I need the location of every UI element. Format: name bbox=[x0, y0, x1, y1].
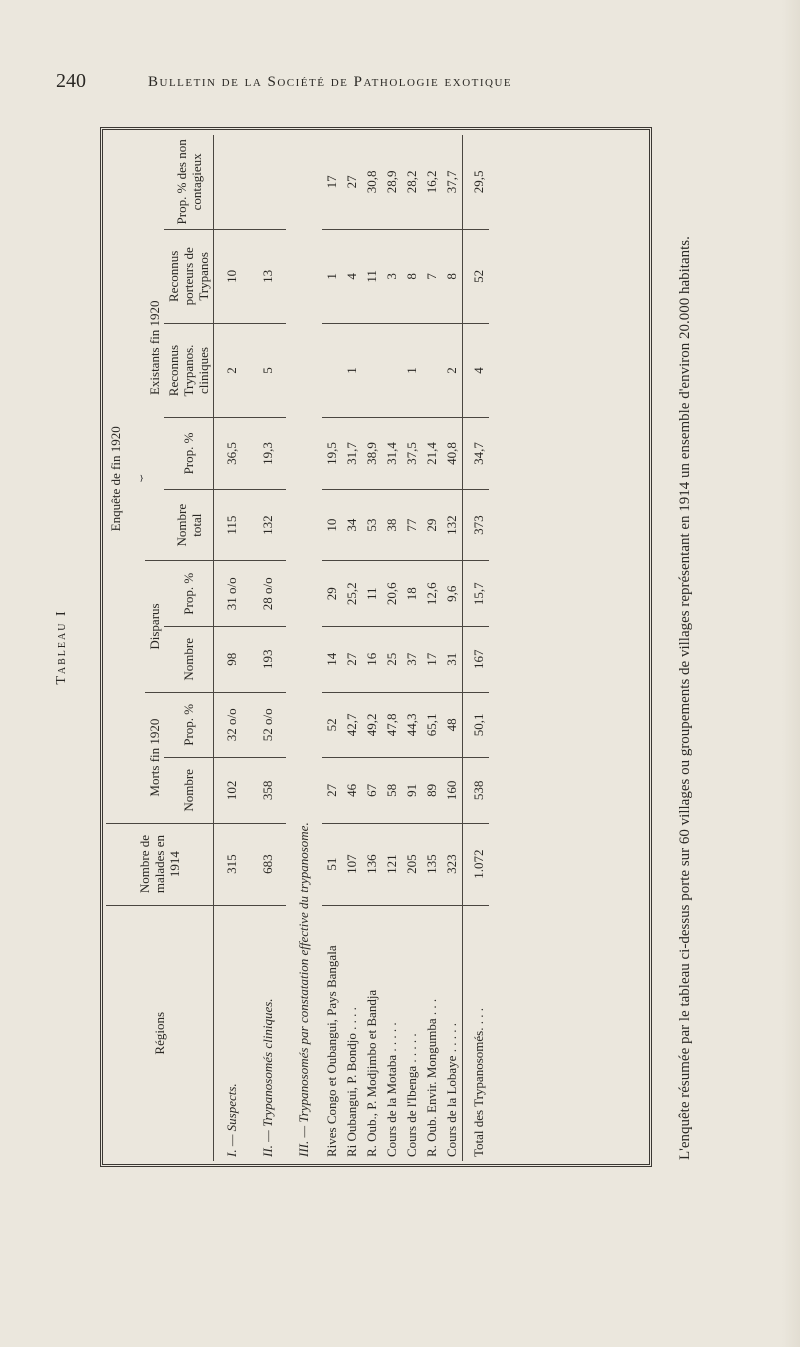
table-cell: 34,7 bbox=[463, 418, 490, 490]
footnote: L'enquête résumée par le tableau ci-dessus porte sur 60 villages ou groupements de villages représentant en 1914 un ensemble d'environ 20.000 habitants. bbox=[677, 236, 693, 1160]
table-cell: 51 bbox=[322, 823, 342, 905]
running-title: Bulletin de la Société de Pathologie exotique bbox=[148, 74, 513, 90]
table-cell bbox=[250, 135, 286, 229]
header-existants: Existants fin 1920 bbox=[145, 135, 164, 561]
table-cell: 52 o/o bbox=[250, 692, 286, 758]
table-cell: 15,7 bbox=[463, 561, 490, 627]
table-cell: 46 bbox=[342, 758, 362, 824]
section-row-suspects bbox=[214, 135, 251, 1161]
header-nombre-malades: Nombre de malades en 1914 bbox=[106, 823, 214, 905]
region-name: Cours de l'Ibenga . . . . . bbox=[404, 1033, 419, 1157]
header-existants-prop: Prop. % bbox=[164, 418, 214, 490]
table-cell: 4 bbox=[342, 229, 362, 323]
table-cell: 167 bbox=[463, 627, 490, 693]
table-cell: 98 bbox=[214, 627, 251, 693]
total-label: Total des Trypanosomés. . . . bbox=[463, 905, 490, 1161]
section-row-cliniques bbox=[250, 135, 286, 1161]
table-cell: 28 o/o bbox=[250, 561, 286, 627]
section-row-constatation bbox=[286, 135, 322, 1161]
table-cell: 102 bbox=[214, 758, 251, 824]
table-cell: 42,7 bbox=[342, 692, 362, 758]
header-morts-prop: Prop. % bbox=[164, 692, 214, 758]
table-cell: 37,7 bbox=[442, 135, 463, 229]
table-cell: 25 bbox=[382, 627, 402, 693]
table-cell: 65,1 bbox=[422, 692, 442, 758]
table-cell: 52 bbox=[322, 692, 342, 758]
region-name: Rives Congo et Oubangui, Pays Bangala bbox=[324, 945, 339, 1157]
table-cell: 30,8 bbox=[362, 135, 382, 229]
table-cell: 49,2 bbox=[362, 692, 382, 758]
table-cell: 323 bbox=[442, 823, 463, 905]
table-cell: 10 bbox=[214, 229, 251, 323]
table-cell: 193 bbox=[250, 627, 286, 693]
table-cell: 9,6 bbox=[442, 561, 463, 627]
table-cell: 132 bbox=[442, 489, 463, 561]
header-disparus: Disparus bbox=[145, 561, 164, 692]
table-row bbox=[422, 135, 442, 1161]
table-cell: 40,8 bbox=[442, 418, 463, 490]
table-cell: 538 bbox=[463, 758, 490, 824]
table-cell: 77 bbox=[402, 489, 422, 561]
table-cell: 28,2 bbox=[402, 135, 422, 229]
table-cell: 25,2 bbox=[342, 561, 362, 627]
section-title: III. — Trypanosomés par constatation effective du trypanosome. bbox=[296, 822, 311, 1157]
table-row bbox=[442, 135, 463, 1161]
region-name: R. Oub. Envir. Mongumba . . . bbox=[424, 998, 439, 1157]
region-name: Ri Oubangui, P. Bondjo . . . . bbox=[344, 1007, 359, 1157]
brace-enquete: ⏟ bbox=[125, 135, 145, 823]
table-cell: 31 bbox=[442, 627, 463, 693]
table-row bbox=[322, 135, 342, 1161]
table-cell: 136 bbox=[362, 823, 382, 905]
region-name: R. Oub., P. Modjimbo et Bandja bbox=[364, 989, 379, 1157]
table-cell: 38 bbox=[382, 489, 402, 561]
table-cell: 36,5 bbox=[214, 418, 251, 490]
table-cell: 373 bbox=[463, 489, 490, 561]
table-cell: 31,4 bbox=[382, 418, 402, 490]
header-nombre-total: Nombre total bbox=[164, 489, 214, 561]
table-cell: 7 bbox=[422, 229, 442, 323]
rotated-table-block bbox=[54, 127, 652, 1167]
section-title: I. — Suspects. bbox=[224, 1083, 239, 1157]
table-cell: 1 bbox=[402, 323, 422, 417]
header-enquete: Enquête de fin 1920 bbox=[106, 135, 125, 823]
page-number: 240 bbox=[56, 70, 86, 92]
header-regions: Régions bbox=[106, 905, 214, 1161]
table-cell: 50,1 bbox=[463, 692, 490, 758]
table-cell bbox=[422, 323, 442, 417]
table-cell: 28,9 bbox=[382, 135, 402, 229]
table-cell: 10 bbox=[322, 489, 342, 561]
header-reconnus-cliniques: Reconnus Trypanos. cliniques bbox=[164, 323, 214, 417]
page-edge bbox=[782, 0, 800, 1347]
table-cell: 48 bbox=[442, 692, 463, 758]
table-cell: 27 bbox=[322, 758, 342, 824]
table-cell: 58 bbox=[382, 758, 402, 824]
table-cell bbox=[362, 323, 382, 417]
table-cell bbox=[322, 323, 342, 417]
region-rows bbox=[322, 135, 463, 1161]
header-disparus-prop: Prop. % bbox=[164, 561, 214, 627]
table-cell: 13 bbox=[250, 229, 286, 323]
table-cell: 19,5 bbox=[322, 418, 342, 490]
table-cell: 44,3 bbox=[402, 692, 422, 758]
region-name: Cours de la Lobaye . . . . . bbox=[444, 1023, 459, 1157]
table-cell: 121 bbox=[382, 823, 402, 905]
table-cell: 2 bbox=[442, 323, 463, 417]
table-cell: 47,8 bbox=[382, 692, 402, 758]
table-cell bbox=[382, 323, 402, 417]
table-cell: 16 bbox=[362, 627, 382, 693]
table-cell: 3 bbox=[382, 229, 402, 323]
table-cell: 11 bbox=[362, 229, 382, 323]
table-cell: 16,2 bbox=[422, 135, 442, 229]
table-cell: 18 bbox=[402, 561, 422, 627]
table-cell: 19,3 bbox=[250, 418, 286, 490]
table-cell: 107 bbox=[342, 823, 362, 905]
region-name: Cours de la Motaba . . . . . bbox=[384, 1022, 399, 1157]
table-cell: 4 bbox=[463, 323, 490, 417]
table-cell: 91 bbox=[402, 758, 422, 824]
header-morts-nombre: Nombre bbox=[164, 758, 214, 824]
table-cell: 17 bbox=[422, 627, 442, 693]
table-cell: 53 bbox=[362, 489, 382, 561]
table-cell: 14 bbox=[322, 627, 342, 693]
table-cell: 315 bbox=[214, 823, 251, 905]
table-cell: 1 bbox=[322, 229, 342, 323]
table-caption: Tableau I bbox=[54, 609, 69, 685]
table-cell: 1 bbox=[342, 323, 362, 417]
data-table bbox=[106, 135, 489, 1161]
table-row bbox=[362, 135, 382, 1161]
table-cell: 32 o/o bbox=[214, 692, 251, 758]
table-cell: 29,5 bbox=[463, 135, 490, 229]
table-cell: 38,9 bbox=[362, 418, 382, 490]
table-cell: 2 bbox=[214, 323, 251, 417]
table-cell: 27 bbox=[342, 627, 362, 693]
total-row bbox=[463, 135, 490, 1161]
table-cell: 205 bbox=[402, 823, 422, 905]
table-cell: 8 bbox=[442, 229, 463, 323]
table-cell: 27 bbox=[342, 135, 362, 229]
table-cell: 89 bbox=[422, 758, 442, 824]
table-cell: 358 bbox=[250, 758, 286, 824]
table-cell: 12,6 bbox=[422, 561, 442, 627]
table-cell: 20,6 bbox=[382, 561, 402, 627]
header-reconnus-porteurs: Reconnus porteurs de Trypanos bbox=[164, 229, 214, 323]
table-cell: 5 bbox=[250, 323, 286, 417]
table-cell: 52 bbox=[463, 229, 490, 323]
header-prop-non-contagieux: Prop. % des non contagieux bbox=[164, 135, 214, 229]
table-cell: 8 bbox=[402, 229, 422, 323]
table-row bbox=[382, 135, 402, 1161]
table-cell: 1.072 bbox=[463, 823, 490, 905]
table-cell: 31 o/o bbox=[214, 561, 251, 627]
table-cell: 21,4 bbox=[422, 418, 442, 490]
table-cell: 135 bbox=[422, 823, 442, 905]
table-cell: 29 bbox=[322, 561, 342, 627]
table-cell: 17 bbox=[322, 135, 342, 229]
section-title: II. — Trypanosomés cliniques. bbox=[260, 998, 275, 1157]
table-cell: 132 bbox=[250, 489, 286, 561]
table-cell: 34 bbox=[342, 489, 362, 561]
table-cell: 29 bbox=[422, 489, 442, 561]
table-row bbox=[402, 135, 422, 1161]
table-cell: 115 bbox=[214, 489, 251, 561]
table-row bbox=[342, 135, 362, 1161]
table-cell: 160 bbox=[442, 758, 463, 824]
header-morts: Morts fin 1920 bbox=[145, 692, 164, 823]
table-cell: 11 bbox=[362, 561, 382, 627]
table-cell: 37,5 bbox=[402, 418, 422, 490]
page-header bbox=[56, 70, 620, 100]
table-cell bbox=[214, 135, 251, 229]
table-cell: 67 bbox=[362, 758, 382, 824]
table-cell: 683 bbox=[250, 823, 286, 905]
header-disparus-nombre: Nombre bbox=[164, 627, 214, 693]
table-cell: 37 bbox=[402, 627, 422, 693]
table-cell: 31,7 bbox=[342, 418, 362, 490]
